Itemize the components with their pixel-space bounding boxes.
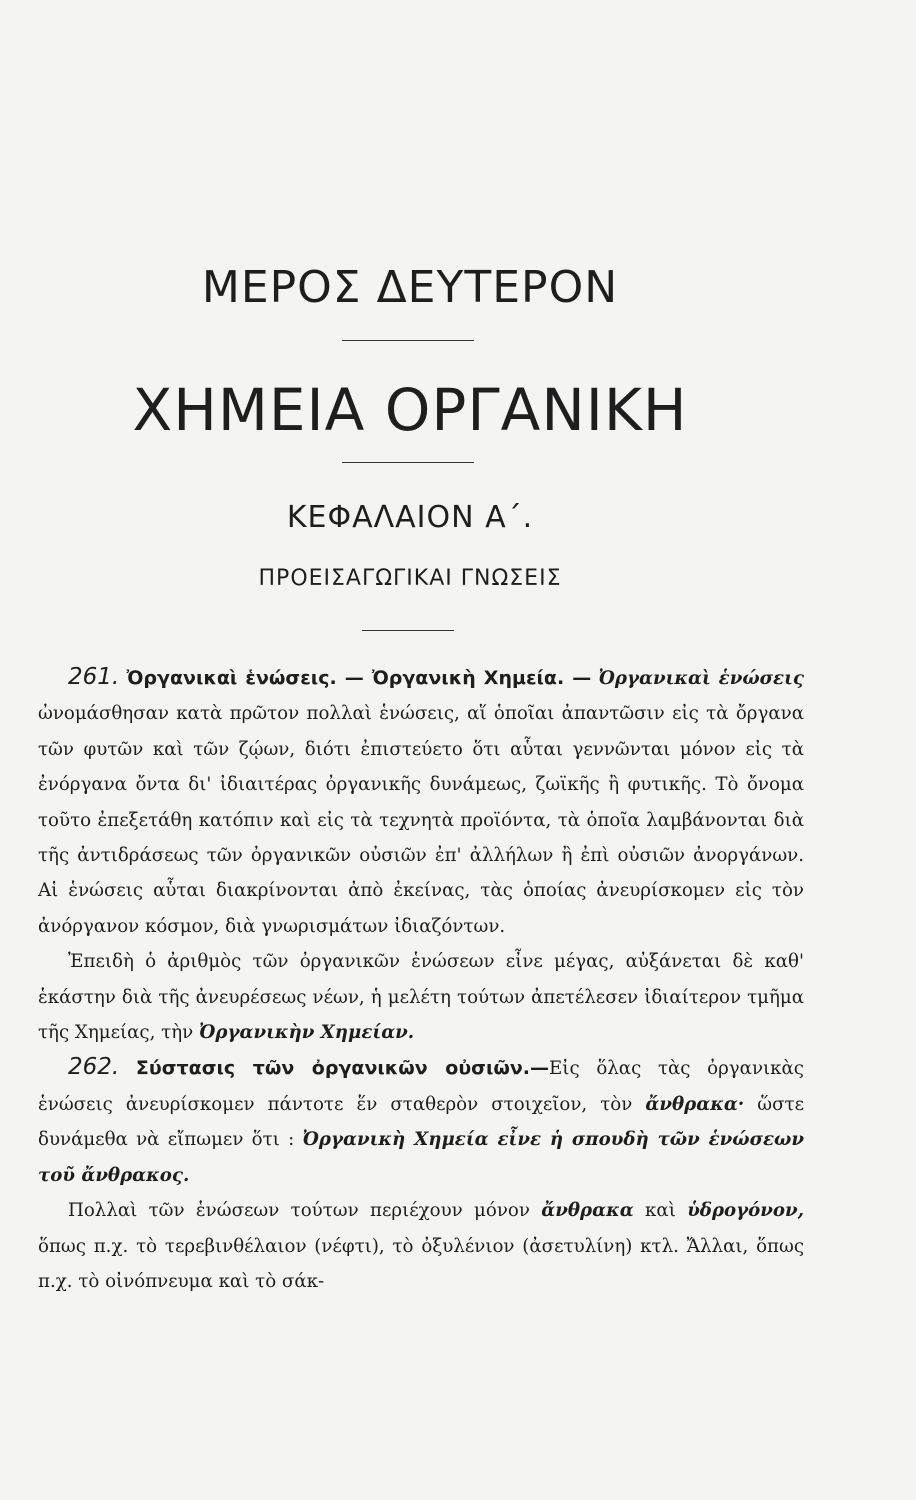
chapter-subtitle: ΠΡΟΕΙΣΑΓΩΓΙΚΑΙ ΓΝΩΣΕΙΣ	[258, 566, 562, 591]
chapter-title: ΚΕΦΑΛΑΙΟΝ Α΄.	[286, 500, 534, 535]
paragraph-text: ὠνομάσθησαν κατὰ πρῶτον πολλαὶ ἑνώσεις, αἵ ὁποῖαι ἀπαντῶσιν εἰς τὰ ὄργανα τῶν φυτῶν καὶ τῶν ζῴων, διότι ἐπιστεύετο ὅτι αὗται γεννῶνται μόνον εἰς τὰ ἐνόργανα ὄντα δι' ἰδιαιτέρας ὀργανικῆς δυνάμεως, ζωϊκῆς ἢ φυτικῆς. Τὸ ὄνομα τοῦτο ἐπεξετάθη κατόπιν καὶ εἰς τὰ τεχνητὰ προϊόντα, τὰ ὁποῖα λαμβάνονται διὰ τῆς ἀντιδράσεως τῶν ὀργανικῶν οὐσιῶν ἐπ' ἀλλήλων ἢ ἐπὶ οὐσιῶν ἀνοργάνων. Αἱ ἑνώσεις αὗται διακρίνονται ἀπὸ ἐκείνας, τὰς ὁποίας ἀνευρίσκομεν εἰς τὸν ἀνόργανον κόσμον, διὰ γνωρισμάτων ἰδιαζόντων.	[38, 703, 804, 937]
paragraph-text: ὅπως π.χ. τὸ τερεβινθέλαιον (νέφτι), τὸ ὀξυλένιον (ἀσετυλίνη) κτλ. Ἄλλαι, ὅπως π.χ. τὸ οἰνόπνευμα καὶ τὸ σάκ-	[38, 1235, 804, 1292]
section-261-paragraph	[38, 660, 804, 944]
key-term: ἄνθρακα	[541, 1200, 634, 1222]
key-term: Ὀργανικὴν Χημείαν.	[198, 1022, 415, 1044]
key-term: ἄνθρακα·	[645, 1093, 745, 1115]
paragraph-text: Εἰς ὅλας τὰς ὀργανικὰς ἑνώσεις ἀνευρίσκομεν πάντοτε ἕν σταθερὸν στοιχεῖον, τὸν	[38, 1058, 804, 1115]
paragraph-text: ὥστε δυνάμεθα νὰ εἴπωμεν ὅτι :	[38, 1093, 804, 1151]
section-number: 262.	[68, 1054, 120, 1081]
paragraph-text: καὶ	[633, 1200, 688, 1222]
main-title: ΧΗΜΕΙΑ ΟΡΓΑΝΙΚΗ	[132, 376, 688, 444]
part-title: ΜΕΡΟΣ ΔΕΥΤΕΡΟΝ	[201, 262, 619, 313]
divider-rule	[362, 630, 454, 631]
paragraph	[38, 944, 804, 1050]
divider-rule	[342, 340, 474, 341]
section-heading: Σύστασις τῶν ὀργανικῶν οὐσιῶν.—	[135, 1057, 550, 1080]
key-term: Ὀργανικαὶ ἑνώσεις	[598, 668, 804, 689]
paragraph-text: Πολλαὶ τῶν ἑνώσεων τούτων περιέχουν μόνον	[68, 1200, 542, 1222]
section-262-paragraph	[38, 1050, 804, 1193]
divider-rule	[342, 462, 474, 463]
body-text	[38, 660, 804, 1299]
paragraph	[38, 1193, 804, 1299]
section-number: 261.	[68, 664, 120, 690]
section-heading: Ὀργανικαὶ ἑνώσεις. — Ὀργανικὴ Χημεία. —	[126, 667, 592, 689]
key-term: ὑδρογόνον,	[687, 1200, 805, 1222]
paragraph-text: Ἐπειδὴ ὁ ἀριθμὸς τῶν ὀργανικῶν ἑνώσεων εἶνε μέγας, αὐξάνεται δὲ καθ' ἑκάστην διὰ τῆς ἀνευρέσεως νέων, ἡ μελέτη τούτων ἀπετέλεσεν ἰδιαίτερον τμῆμα τῆς Χημείας, τὴν	[38, 951, 804, 1044]
definition-quote: Ὀργανικὴ Χημεία εἶνε ἡ σπουδὴ τῶν ἑνώσεων τοῦ ἄνθρακος.	[38, 1129, 804, 1186]
